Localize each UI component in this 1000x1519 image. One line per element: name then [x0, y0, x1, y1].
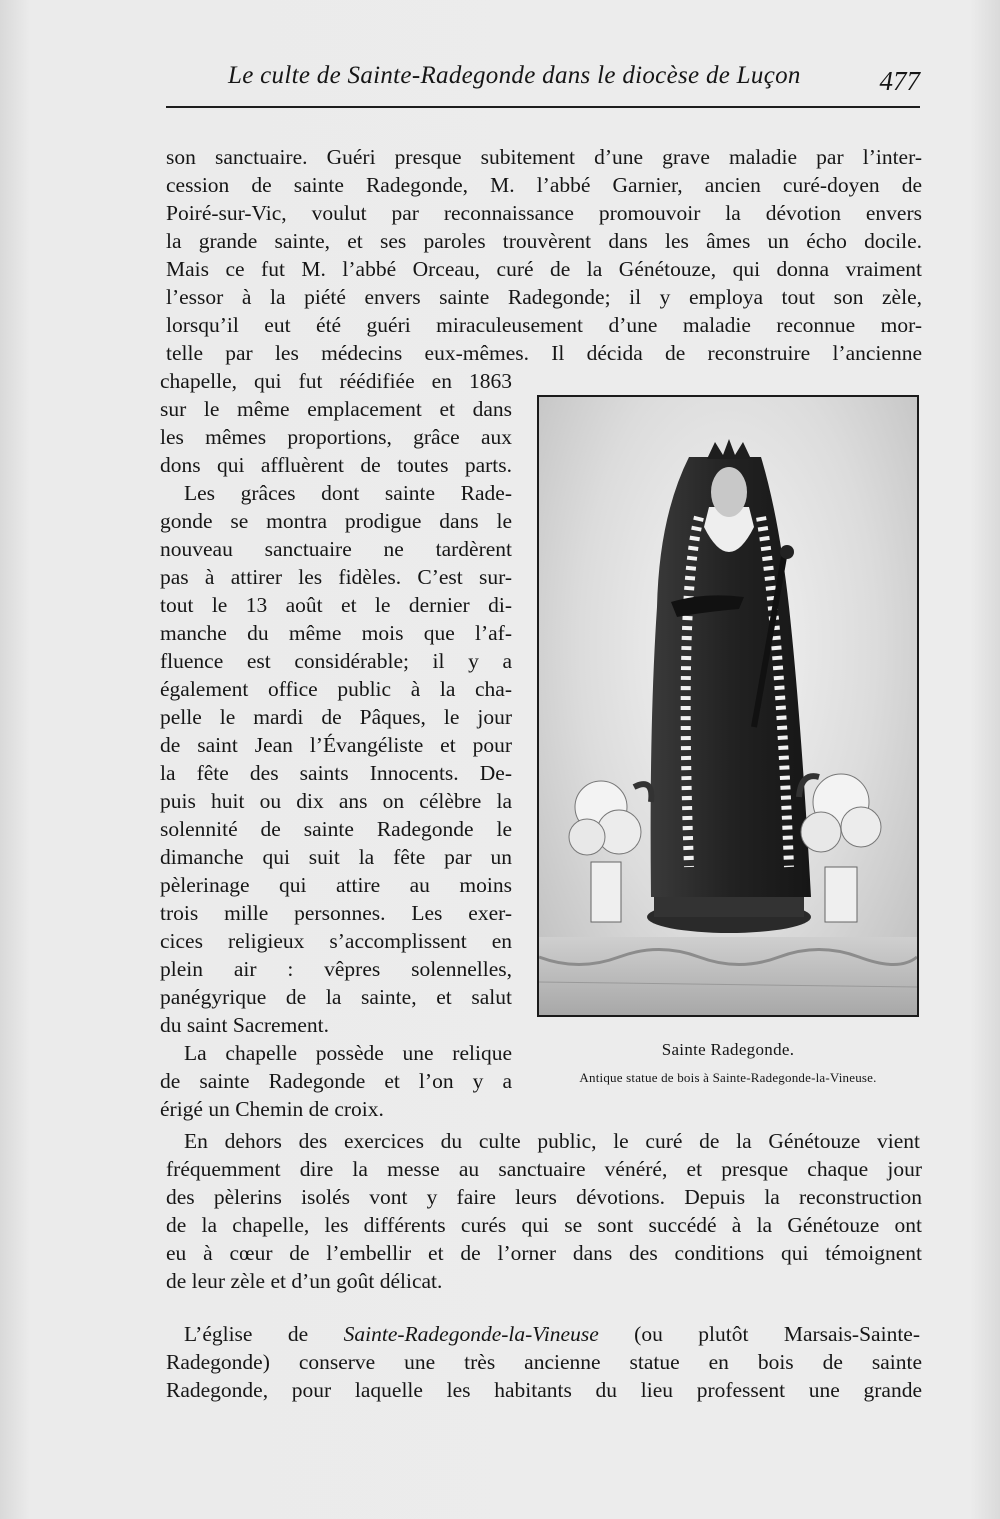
- text-line: pas à attirer les fidèles. C’est sur-: [160, 565, 512, 589]
- text-line: manche du même mois que l’af-: [160, 621, 512, 645]
- flowers-right: [799, 774, 881, 922]
- text-line: En dehors des exercices du culte public, le curé de la Génétouze vient: [184, 1129, 920, 1153]
- text-line: sur le même emplacement et dans: [160, 397, 512, 421]
- text-line: la fête des saints Innocents. De-: [160, 761, 512, 785]
- text-line: dons qui affluèrent de toutes parts.: [160, 453, 512, 477]
- text-line: solennité de sainte Radegonde le: [160, 817, 512, 841]
- text-line: dimanche qui suit la fête par un: [160, 845, 512, 869]
- text-line: fréquemment dire la messe au sanctuaire vénéré, et presque chaque jour: [166, 1157, 922, 1181]
- figure-caption-title: Sainte Radegonde.: [661, 1040, 795, 1059]
- statue-photograph: [537, 395, 919, 1017]
- text-line: également office public à la cha-: [160, 677, 512, 701]
- text-line: de sainte Radegonde et l’on y a: [160, 1069, 512, 1093]
- text-line: nouveau sanctuaire ne tardèrent: [160, 537, 512, 561]
- text-line: de saint Jean l’Évangéliste et pour: [160, 733, 512, 757]
- text-line: trois mille personnes. Les exer-: [160, 901, 512, 925]
- text-line: plein air : vêpres solennelles,: [160, 957, 512, 981]
- text-line: son sanctuaire. Guéri presque subitement d’une grave maladie par l’inter-: [166, 145, 922, 169]
- text-line: Les grâces dont sainte Rade-: [184, 481, 512, 505]
- header-rule: [166, 106, 920, 108]
- text-line: Radegonde, pour laquelle les habitants du lieu professent une grande: [166, 1378, 922, 1402]
- text-line: de la chapelle, les différents curés qui se sont succédé à la Génétouze ont: [166, 1213, 922, 1237]
- text-span: L’église de: [184, 1322, 344, 1346]
- text-line: pèlerinage qui attire au moins: [160, 873, 512, 897]
- text-line: La chapelle possède une relique: [184, 1041, 512, 1065]
- text-line: puis huit ou dix ans on célèbre la: [160, 789, 512, 813]
- page-number: 477: [879, 66, 920, 96]
- text-line: de leur zèle et d’un goût délicat.: [166, 1269, 443, 1293]
- text-line: du saint Sacrement.: [160, 1013, 329, 1037]
- text-line: chapelle, qui fut réédifiée en 1863: [160, 369, 512, 393]
- text-line: gonde se montra prodigue dans le: [160, 509, 512, 533]
- flowers-left: [569, 781, 651, 922]
- text-line: Poiré-sur-Vic, voulut par reconnaissance promouvoir la dévotion envers: [166, 201, 922, 225]
- statue-illustration: [539, 397, 917, 1015]
- text-line: [184, 1320, 920, 1348]
- text-span: (ou plutôt Marsais-Sainte-: [598, 1322, 920, 1346]
- text-line: telle par les médecins eux-mêmes. Il décida de reconstruire l’ancienne: [166, 341, 922, 365]
- text-line: Mais ce fut M. l’abbé Orceau, curé de la Génétouze, qui donna vraiment: [166, 257, 922, 281]
- running-title: Le culte de Sainte-Radegonde dans le diocèse de Luçon: [228, 62, 801, 89]
- text-line: cices religieux s’accomplissent en: [160, 929, 512, 953]
- text-line: lorsqu’il eut été guéri miraculeusement d’une maladie reconnue mor-: [166, 313, 922, 337]
- text-line: Radegonde) conserve une très ancienne statue en bois de sainte: [166, 1350, 922, 1374]
- text-line: pelle le mardi de Pâques, le jour: [160, 705, 512, 729]
- text-line: panégyrique de la sainte, et salut: [160, 985, 512, 1009]
- text-line: fluence est considérable; il y a: [160, 649, 512, 673]
- text-line: les mêmes proportions, grâce aux: [160, 425, 512, 449]
- text-line: eu à cœur de l’embellir et de l’orner dans des conditions qui témoignent: [166, 1241, 922, 1265]
- figure-caption-subtitle: Antique statue de bois à Sainte-Radegonde-la-Vineuse.: [579, 1070, 877, 1085]
- text-line: la grande sainte, et ses paroles trouvèrent dans les âmes un écho docile.: [166, 229, 922, 253]
- page-header: [228, 58, 920, 102]
- text-line: l’essor à la piété envers sainte Radegonde; il y employa tout son zèle,: [166, 285, 922, 309]
- text-line: érigé un Chemin de croix.: [160, 1097, 384, 1121]
- text-line: des pèlerins isolés vont y faire leurs dévotions. Depuis la reconstruction: [166, 1185, 922, 1209]
- text-line: tout le 13 août et le dernier di-: [160, 593, 512, 617]
- text-line: cession de sainte Radegonde, M. l’abbé Garnier, ancien curé-doyen de: [166, 173, 922, 197]
- place-name: Sainte-Radegonde-la-Vineuse: [343, 1322, 599, 1346]
